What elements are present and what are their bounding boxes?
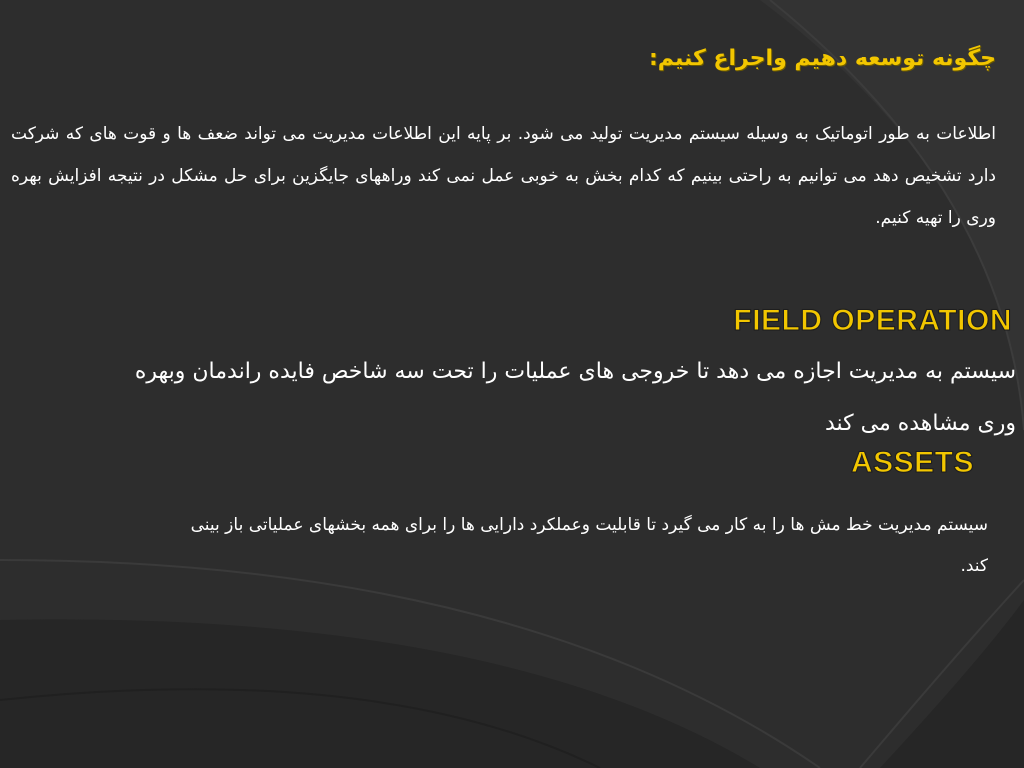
assets-heading: ASSETS	[850, 446, 974, 479]
slide-title: چگونه توسعه دهیم واجراع کنیم:	[648, 46, 996, 71]
field-operation-paragraph: سیستم به مدیریت اجازه می دهد تا خروجی های عملیات را تحت سه شاخص فایده راندمان وبهره وری مشاهده می کند	[134, 359, 1016, 436]
field-operation-heading: FIELD OPERATION	[733, 304, 1012, 337]
intro-paragraph: اطلاعات به طور اتوماتیک به وسیله سیستم مدیریت تولید می شود. بر پایه این اطلاعات مدیریت می تواند ضعف ها و قوت های که شرکت دارد تشخیص دهد می توانیم به راحتی بینیم که کدام بخش به خوبی عمل نمی کند وراههای جایگزین برای حل مشکل در نتیجه افزایش بهره وری را تهیه کنیم.	[11, 124, 996, 228]
assets-paragraph: سیستم مدیریت خط مش ها را به کار می گیرد تا قابلیت وعملکرد دارایی ها را برای همه بخشهای عملیاتی باز بینی کند.	[190, 515, 988, 576]
